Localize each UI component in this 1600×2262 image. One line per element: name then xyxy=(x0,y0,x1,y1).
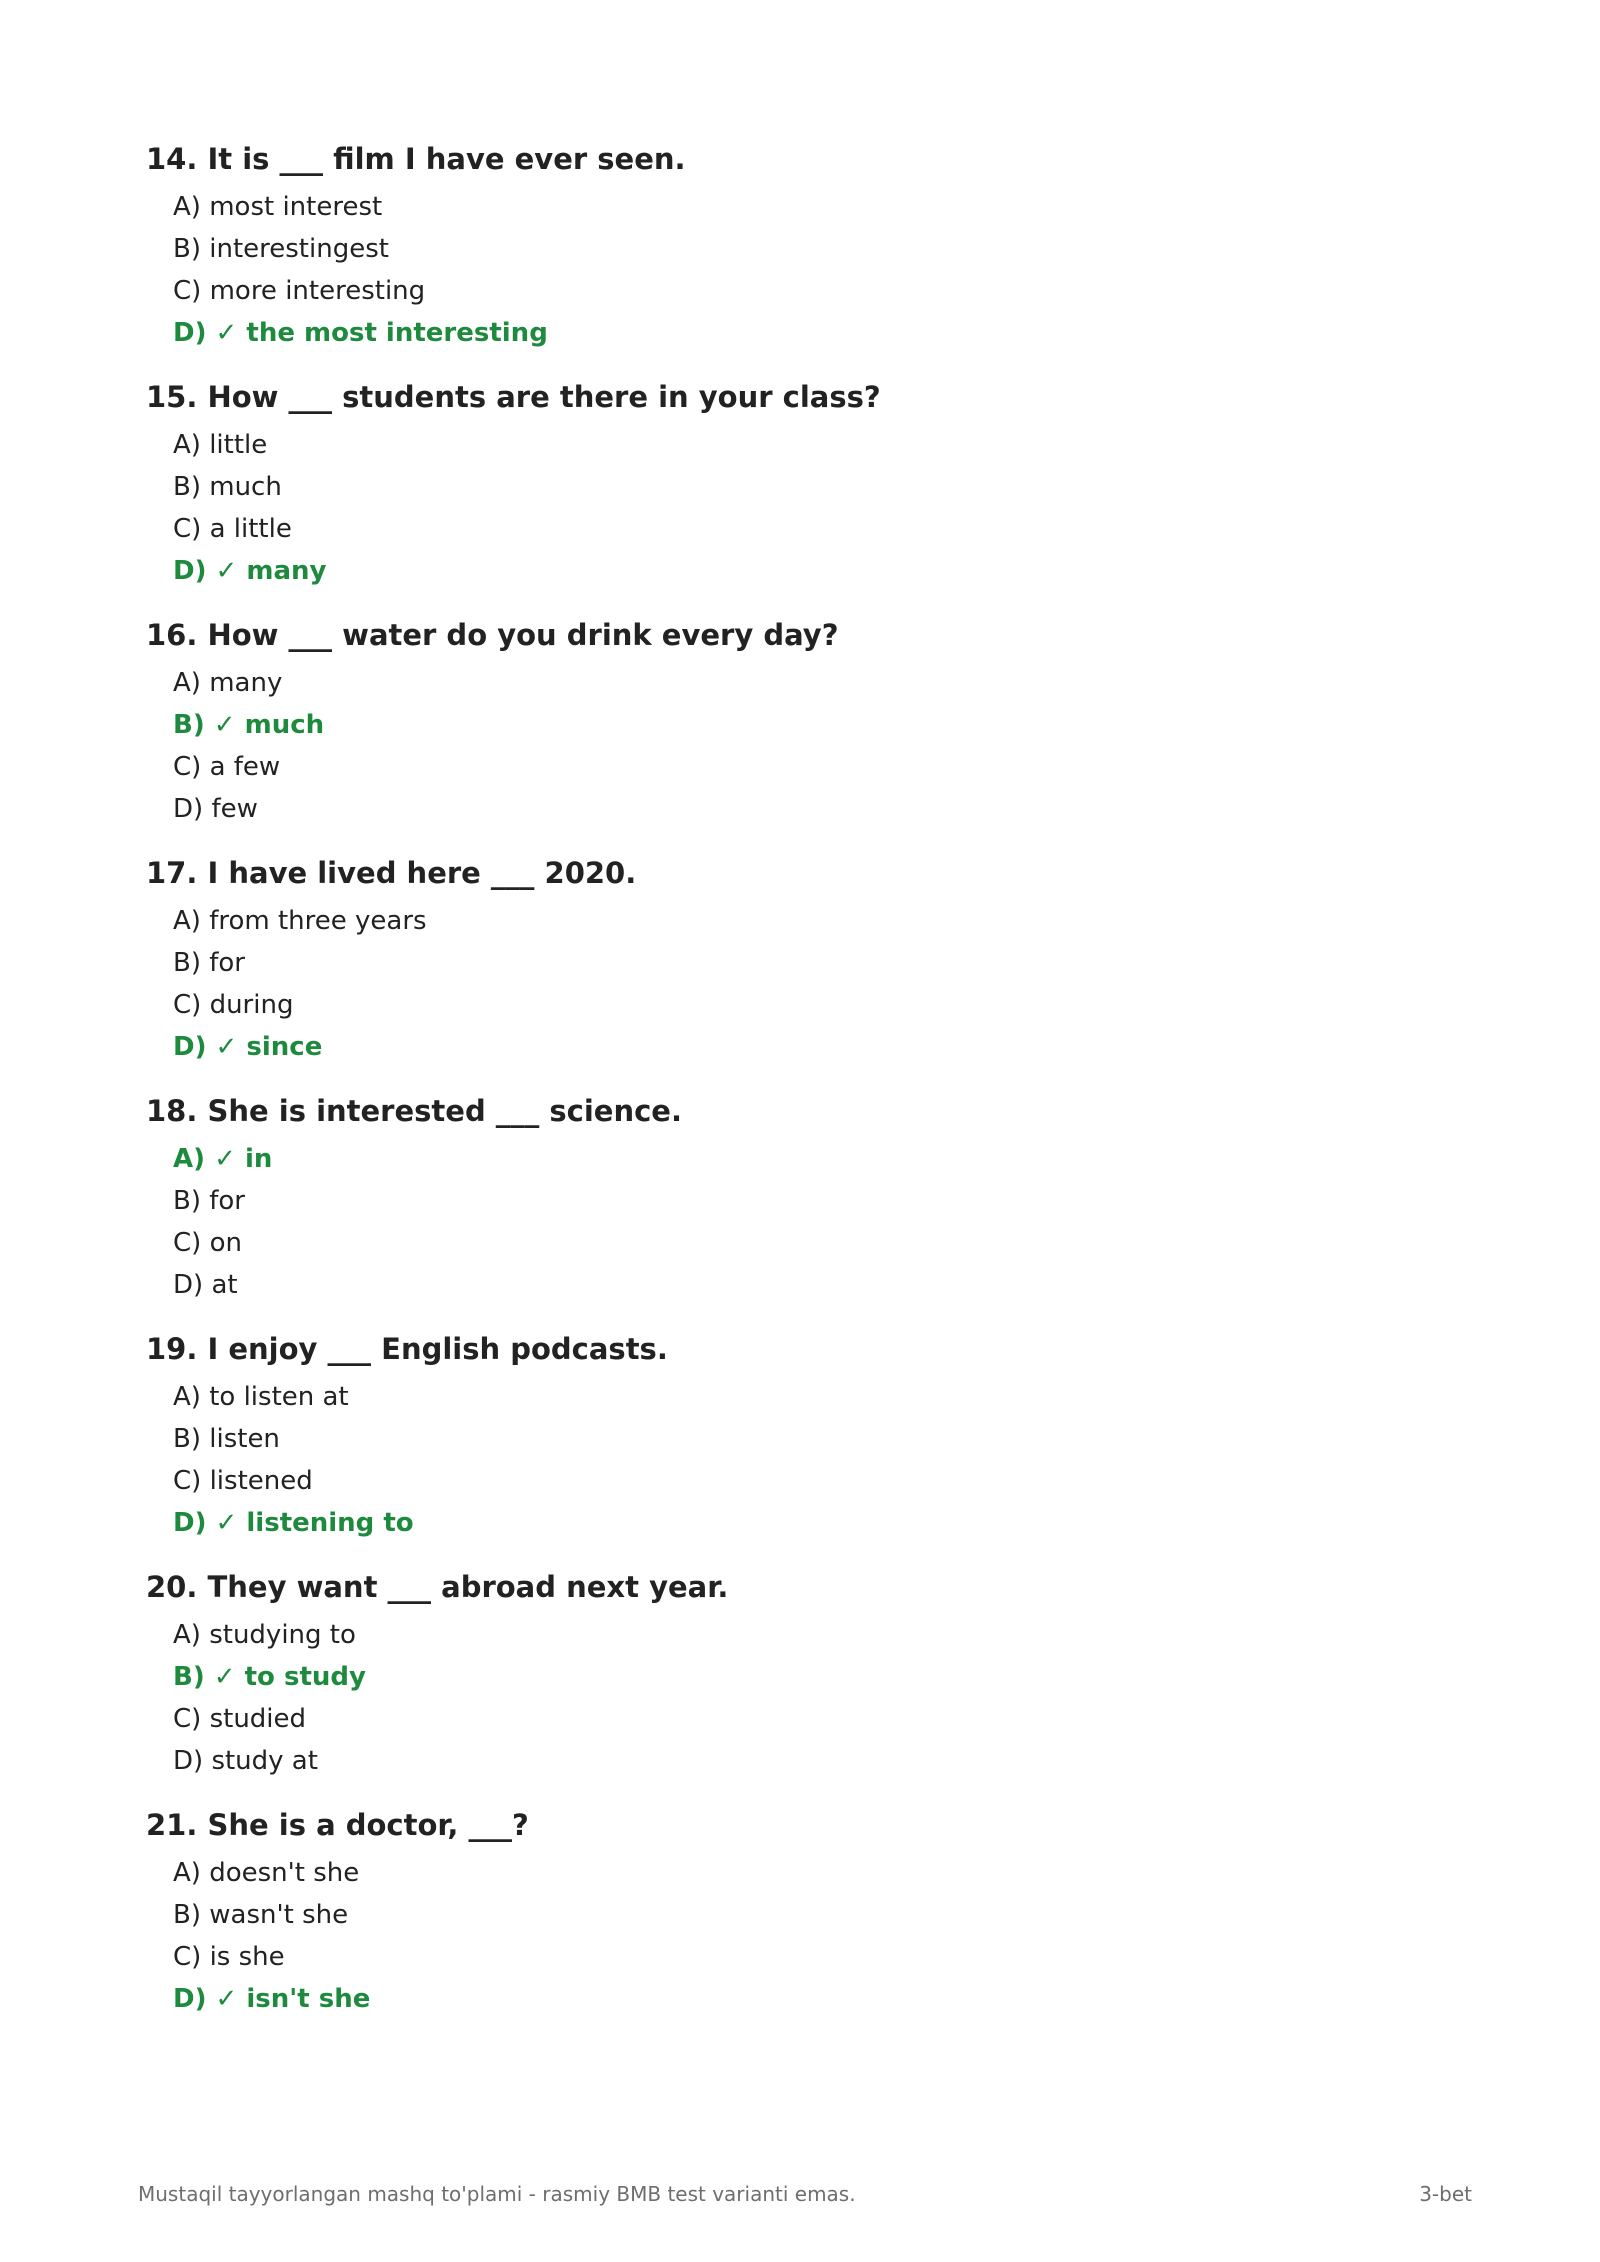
option-letter: C) xyxy=(173,1228,202,1258)
option-letter: D) xyxy=(173,794,204,824)
answer-option xyxy=(146,788,1446,830)
option-text: for xyxy=(209,1186,245,1216)
answer-option xyxy=(146,424,1446,466)
option-letter: C) xyxy=(173,752,202,782)
option-text: few xyxy=(211,794,258,824)
option-letter: A) xyxy=(173,1382,201,1412)
option-letter: D) xyxy=(173,1984,207,2014)
question xyxy=(146,138,1446,354)
option-text: in xyxy=(244,1144,273,1174)
option-letter: A) xyxy=(173,430,201,460)
option-text: studying to xyxy=(209,1620,356,1650)
option-letter: C) xyxy=(173,1466,202,1496)
answer-option xyxy=(146,1852,1446,1894)
option-letter: B) xyxy=(173,472,201,502)
answer-option xyxy=(146,1460,1446,1502)
check-icon: ✓ xyxy=(215,1984,238,2014)
option-letter: D) xyxy=(173,1746,204,1776)
answer-option xyxy=(146,228,1446,270)
option-letter: D) xyxy=(173,1270,204,1300)
option-text: listened xyxy=(209,1466,313,1496)
option-letter: A) xyxy=(173,906,201,936)
question-title: 18. She is interested ___ science. xyxy=(146,1094,682,1128)
option-letter: A) xyxy=(173,668,201,698)
option-text: much xyxy=(209,472,282,502)
question-title: 17. I have lived here ___ 2020. xyxy=(146,856,637,890)
answer-option xyxy=(146,186,1446,228)
option-letter: C) xyxy=(173,1704,202,1734)
option-letter: B) xyxy=(173,234,201,264)
option-text: study at xyxy=(211,1746,318,1776)
answer-option xyxy=(146,508,1446,550)
option-text: the most interesting xyxy=(246,318,548,348)
question-title: 16. How ___ water do you drink every day? xyxy=(146,618,839,652)
option-text: a few xyxy=(209,752,281,782)
option-text: wasn't she xyxy=(209,1900,349,1930)
option-letter: B) xyxy=(173,1186,201,1216)
check-icon: ✓ xyxy=(213,710,236,740)
option-letter: A) xyxy=(173,1858,201,1888)
option-text: during xyxy=(209,990,294,1020)
option-letter: B) xyxy=(173,948,201,978)
option-text: from three years xyxy=(209,906,427,936)
option-text: for xyxy=(209,948,245,978)
answer-option-correct xyxy=(146,1026,1446,1068)
option-letter: C) xyxy=(173,514,202,544)
answer-option-correct xyxy=(146,1656,1446,1698)
answer-option xyxy=(146,942,1446,984)
answer-option-correct xyxy=(146,1138,1446,1180)
option-text: listen xyxy=(209,1424,280,1454)
option-letter: C) xyxy=(173,276,202,306)
option-letter: B) xyxy=(173,1424,201,1454)
option-text: is she xyxy=(209,1942,285,1972)
option-text: most interest xyxy=(209,192,383,222)
option-text: at xyxy=(211,1270,238,1300)
option-letter: A) xyxy=(173,1620,201,1650)
answer-option xyxy=(146,1264,1446,1306)
option-text: to study xyxy=(244,1662,366,1692)
answer-option xyxy=(146,270,1446,312)
check-icon: ✓ xyxy=(213,1662,236,1692)
question xyxy=(146,852,1446,1068)
answer-option-correct xyxy=(146,1502,1446,1544)
answer-option xyxy=(146,1418,1446,1460)
answer-option xyxy=(146,1376,1446,1418)
option-text: since xyxy=(246,1032,323,1062)
option-letter: D) xyxy=(173,556,207,586)
option-text: more interesting xyxy=(209,276,426,306)
question xyxy=(146,1566,1446,1782)
option-letter: B) xyxy=(173,1662,205,1692)
check-icon: ✓ xyxy=(215,556,238,586)
option-text: studied xyxy=(209,1704,307,1734)
question-title: 20. They want ___ abroad next year. xyxy=(146,1570,729,1604)
answer-option-correct xyxy=(146,1978,1446,2020)
option-text: interestingest xyxy=(209,234,389,264)
answer-option xyxy=(146,1936,1446,1978)
answer-option xyxy=(146,662,1446,704)
option-text: much xyxy=(244,710,325,740)
footer-note: Mustaqil tayyorlangan mashq to'plami - rasmiy BMB test varianti emas. xyxy=(138,2182,856,2206)
answer-option xyxy=(146,1222,1446,1264)
question-title: 14. It is ___ film I have ever seen. xyxy=(146,142,686,176)
question-title: 21. She is a doctor, ___? xyxy=(146,1808,529,1842)
check-icon: ✓ xyxy=(215,1032,238,1062)
answer-option xyxy=(146,746,1446,788)
option-letter: C) xyxy=(173,990,202,1020)
answer-option xyxy=(146,1180,1446,1222)
option-letter: B) xyxy=(173,710,205,740)
check-icon: ✓ xyxy=(215,1508,238,1538)
option-text: doesn't she xyxy=(209,1858,360,1888)
option-letter: A) xyxy=(173,192,201,222)
option-text: a little xyxy=(209,514,292,544)
question-title: 15. How ___ students are there in your class? xyxy=(146,380,881,414)
answer-option-correct xyxy=(146,312,1446,354)
option-text: on xyxy=(209,1228,242,1258)
check-icon: ✓ xyxy=(214,1144,236,1174)
question xyxy=(146,1090,1446,1306)
question xyxy=(146,614,1446,830)
option-text: little xyxy=(209,430,268,460)
question xyxy=(146,376,1446,592)
option-letter: D) xyxy=(173,1032,207,1062)
option-text: to listen at xyxy=(209,1382,349,1412)
answer-option xyxy=(146,466,1446,508)
answer-option xyxy=(146,1740,1446,1782)
check-icon: ✓ xyxy=(215,318,238,348)
page-number: 3-bet xyxy=(1419,2182,1472,2206)
question xyxy=(146,1328,1446,1544)
question xyxy=(146,1804,1446,2020)
option-text: many xyxy=(209,668,283,698)
answer-option xyxy=(146,1698,1446,1740)
answer-option xyxy=(146,1894,1446,1936)
option-letter: D) xyxy=(173,1508,207,1538)
answer-option xyxy=(146,984,1446,1026)
option-text: listening to xyxy=(246,1508,414,1538)
option-letter: C) xyxy=(173,1942,202,1972)
answer-option xyxy=(146,1614,1446,1656)
answer-option-correct xyxy=(146,704,1446,746)
option-text: many xyxy=(246,556,327,586)
option-text: isn't she xyxy=(246,1984,371,2014)
question-list xyxy=(146,138,1446,2042)
option-letter: D) xyxy=(173,318,207,348)
option-letter: A) xyxy=(173,1144,206,1174)
answer-option-correct xyxy=(146,550,1446,592)
option-letter: B) xyxy=(173,1900,201,1930)
answer-option xyxy=(146,900,1446,942)
question-title: 19. I enjoy ___ English podcasts. xyxy=(146,1332,668,1366)
